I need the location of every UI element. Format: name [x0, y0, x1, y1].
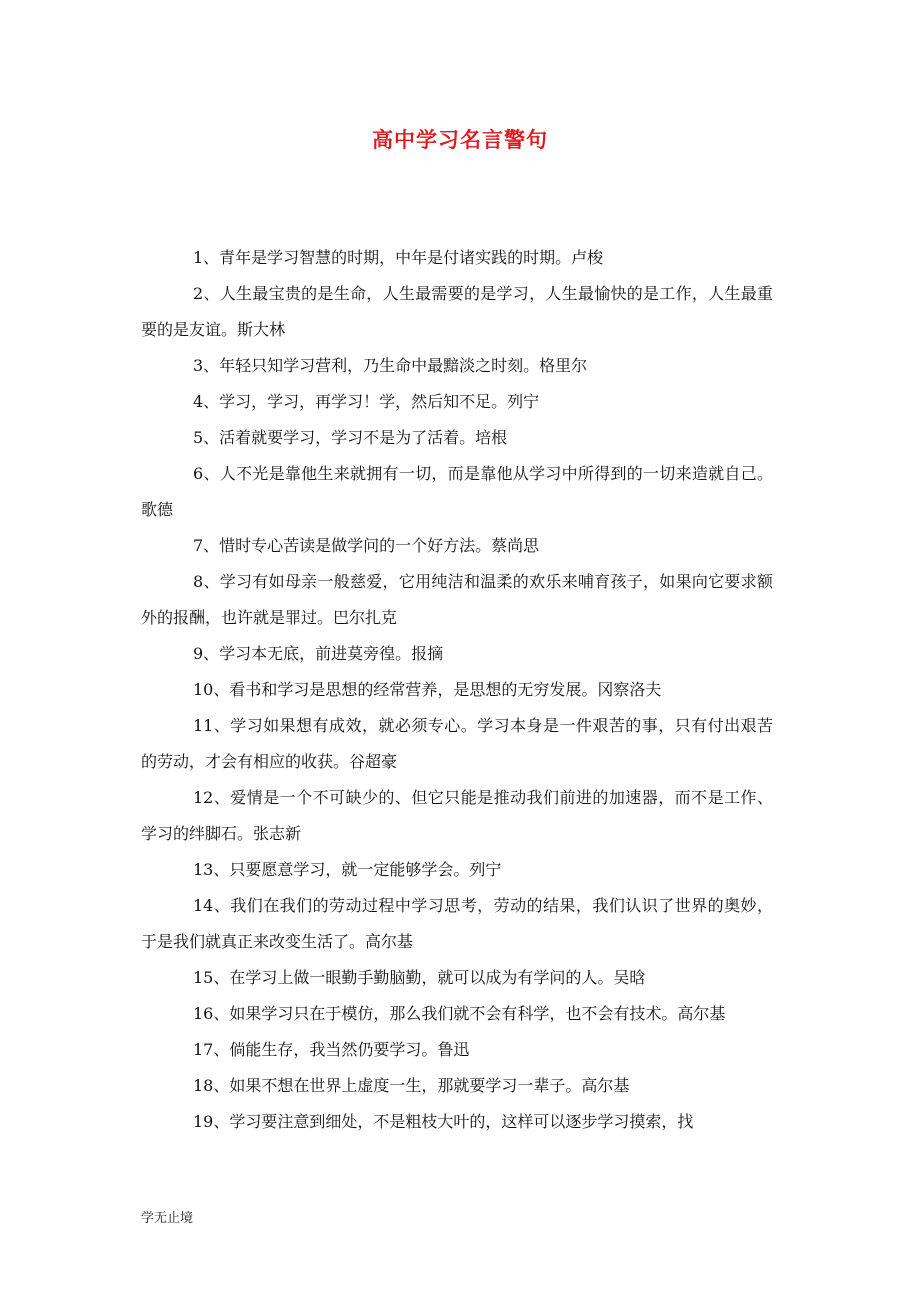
- quote-13: 13、只要愿意学习，就一定能够学会。列宁: [193, 860, 502, 879]
- quote-7: 7、惜时专心苦读是做学问的一个好方法。蔡尚思: [193, 536, 540, 555]
- quote-6: 6、人不光是靠他生来就拥有一切，而是靠他从学习中所得到的一切来造就自己。歌德: [141, 464, 773, 519]
- quote-17: 17、倘能生存，我当然仍要学习。鲁迅: [193, 1040, 470, 1059]
- quote-14: 14、我们在我们的劳动过程中学习思考，劳动的结果，我们认识了世界的奥妙，于是我们就真正来改变生活了。高尔基: [141, 896, 773, 951]
- quote-5: 5、活着就要学习，学习不是为了活着。培根: [193, 428, 508, 447]
- quote-18: 18、如果不想在世界上虚度一生，那就要学习一辈子。高尔基: [193, 1076, 630, 1095]
- quote-list: [141, 240, 773, 1140]
- page-footer: 学无止境: [141, 1211, 194, 1226]
- page-title: 高中学习名言警句: [372, 127, 548, 152]
- quote-1: 1、青年是学习智慧的时期，中年是付诸实践的时期。卢梭: [193, 248, 604, 267]
- quote-10: 10、看书和学习是思想的经常营养，是思想的无穷发展。冈察洛夫: [193, 680, 662, 699]
- quote-19: 19、学习要注意到细处，不是粗枝大叶的，这样可以逐步学习摸索，找: [193, 1112, 694, 1131]
- quote-3: 3、年轻只知学习营利，乃生命中最黯淡之时刻。格里尔: [193, 356, 588, 375]
- quote-16: 16、如果学习只在于模仿，那么我们就不会有科学，也不会有技术。高尔基: [193, 1004, 726, 1023]
- quote-11: 11、学习如果想有成效，就必须专心。学习本身是一件艰苦的事，只有付出艰苦的劳动，才会有相应的收获。谷超豪: [141, 716, 773, 771]
- quote-2: 2、人生最宝贵的是生命，人生最需要的是学习，人生最愉快的是工作，人生最重要的是友谊。斯大林: [141, 284, 773, 339]
- quote-9: 9、学习本无底，前进莫旁徨。报摘: [193, 644, 444, 663]
- quote-15: 15、在学习上做一眼勤手勤脑勤，就可以成为有学问的人。吴晗: [193, 968, 646, 987]
- quote-4: 4、学习，学习，再学习！学，然后知不足。列宁: [193, 392, 540, 411]
- quote-8: 8、学习有如母亲一般慈爱，它用纯洁和温柔的欢乐来哺育孩子，如果向它要求额外的报酬，也许就是罪过。巴尔扎克: [141, 572, 773, 627]
- quote-12: 12、爱情是一个不可缺少的、但它只能是推动我们前进的加速器，而不是工作、学习的绊脚石。张志新: [141, 788, 773, 843]
